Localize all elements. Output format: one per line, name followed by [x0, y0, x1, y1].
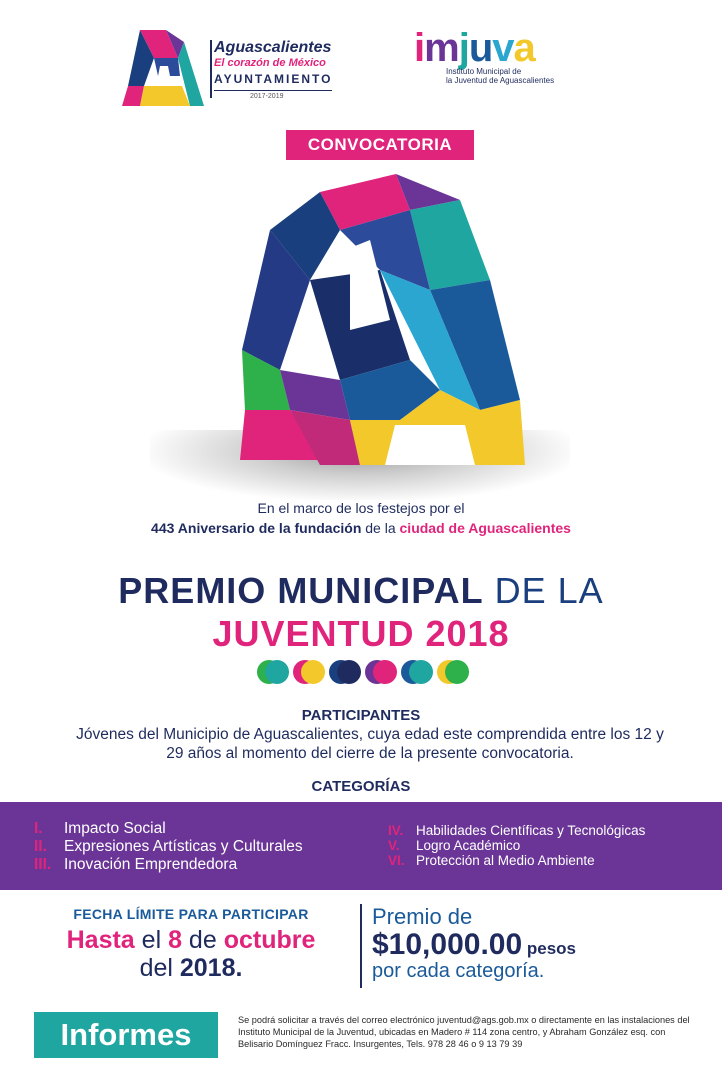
category-item: IV. Habilidades Científicas y Tecnológicas	[388, 823, 646, 838]
categorias-heading: CATEGORÍAS	[311, 778, 411, 795]
big-letter-a-illustration	[200, 170, 530, 485]
decorative-dots	[256, 659, 486, 685]
title-bold: PREMIO MUNICIPAL	[118, 570, 484, 611]
convocatoria-badge: CONVOCATORIA	[286, 130, 474, 160]
category-item: VI. Protección al Medio Ambiente	[388, 853, 595, 868]
informes-text: Se podrá solicitar a través del correo electrónico juventud@ags.gob.mx o directamente en las instalaciones del Instituto Municipal de la Juventud, ubicadas en Madero # 114 zona centro, y Abraham González esq. con Belisario Domínguez Fracc. Insurgentes, Tels. 978 28 46 o 9 13 79 39	[238, 1015, 690, 1049]
deadline-heading: FECHA LÍMITE PARA PARTICIPAR	[73, 906, 309, 922]
ayuntamiento-logo	[120, 28, 350, 108]
prize-amount: $10,000.00 pesos	[372, 928, 577, 961]
intro-city: ciudad de Aguascalientes	[399, 520, 571, 536]
intro-line-2	[0, 520, 722, 536]
logo-line-1: Aguascalientes	[214, 39, 332, 56]
deadline-line-2: del 2018.	[139, 954, 243, 982]
intro-line-1: En el marco de los festejos por el	[257, 500, 465, 516]
title-light: DE LA	[483, 570, 604, 611]
prize-line-1: Premio de	[372, 904, 473, 929]
participantes-heading: PARTICIPANTES	[301, 707, 421, 724]
logo-line-3: AYUNTAMIENTO	[214, 72, 333, 86]
logo-line-2: El corazón de México	[214, 57, 326, 69]
letter-a-logo-icon	[120, 28, 206, 108]
imjuva-subtitle-2: la Juventud de Aguascalientes	[446, 75, 555, 85]
category-item: III. Inovación Emprendedora	[34, 856, 238, 873]
logo-line-4: 2017-2019	[214, 90, 332, 100]
deadline-line-1: Hasta el 8 de octubre	[66, 926, 316, 954]
prize-line-3: por cada categoría.	[372, 960, 545, 982]
category-item: II. Expresiones Artísticas y Culturales	[34, 838, 303, 855]
category-item: I. Impacto Social	[34, 820, 166, 837]
imjuva-wordmark: imjuva	[414, 26, 535, 70]
imjuva-subtitle-1: Instituto Municipal de	[446, 67, 522, 76]
category-item: V. Logro Académico	[388, 838, 521, 853]
participantes-text: Jóvenes del Municipio de Aguascalientes, cuya edad este comprendida entre los 12 y 29 años al momento del cierre de la presente convocatoria.	[76, 726, 664, 762]
imjuva-logo	[414, 28, 604, 108]
intro-anniversary: 443 Aniversario de la fundación	[151, 520, 362, 536]
title-line-2: JUVENTUD 2018	[212, 613, 510, 654]
informes-label: Informes	[34, 1012, 218, 1058]
categories-band	[0, 802, 722, 890]
vertical-divider	[360, 904, 362, 988]
intro-connector: de la	[361, 520, 400, 536]
title-line-1	[0, 570, 722, 612]
